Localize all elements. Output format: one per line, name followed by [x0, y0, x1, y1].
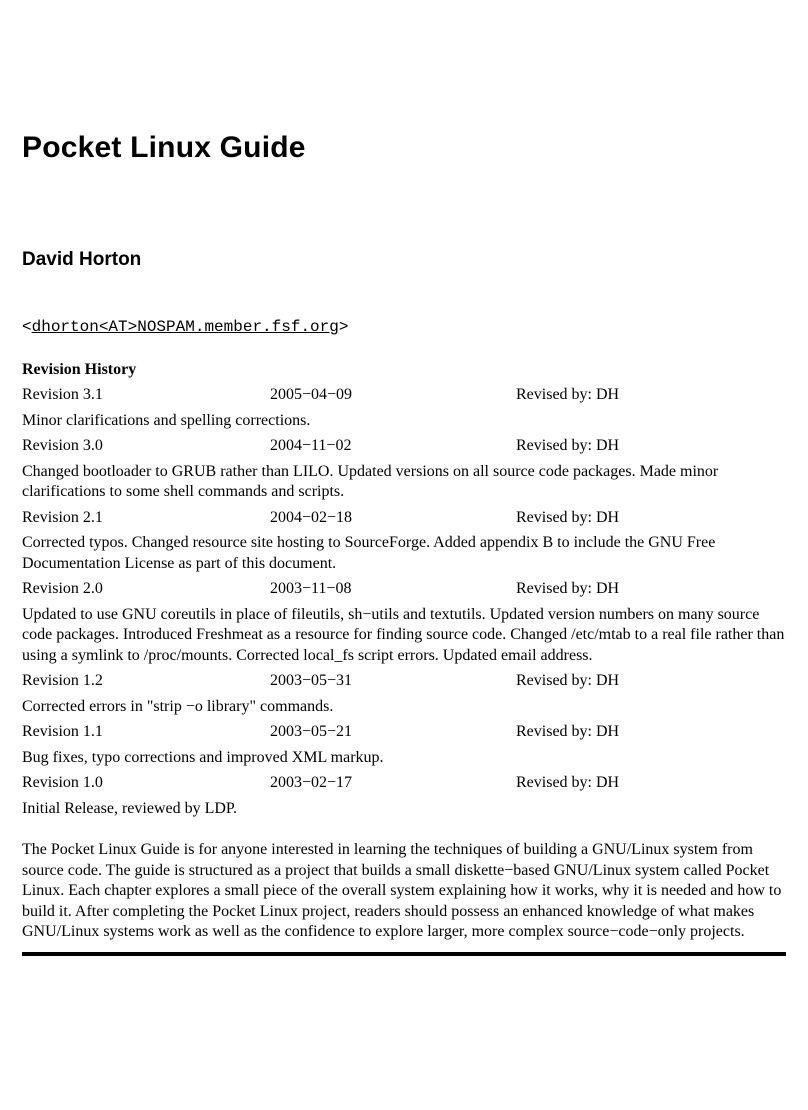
revision-label: Revision 1.2: [22, 672, 103, 689]
page-title: Pocket Linux Guide: [22, 131, 306, 164]
horizontal-rule: [22, 952, 786, 956]
revision-row: [22, 436, 788, 457]
revision-row: [22, 722, 788, 743]
revision-row: [22, 385, 788, 406]
revision-description: Updated to use GNU coreutils in place of fileutils, sh−utils and textutils. Updated version numbers on many source code packages. Introduced Freshmeat as a resource for finding source code. Changed /etc/mtab to a real file rather than using a symlink to /proc/mounts. Corrected local_fs script errors. Updated email address.: [22, 605, 785, 664]
revision-revised-by: Revised by: DH: [516, 386, 620, 403]
revision-row: [22, 579, 788, 600]
revision-date: 2004−02−18: [270, 508, 353, 526]
revision-description: Changed bootloader to GRUB rather than LILO. Updated versions on all source code packages. Made minor clarifications to some shell commands and scripts.: [22, 462, 719, 500]
revision-description: Initial Release, reviewed by LDP.: [22, 799, 238, 817]
revision-revised-by: Revised by: DH: [516, 580, 620, 597]
revision-date: 2003−05−31: [270, 672, 353, 689]
revision-revised-by: Revised by: DH: [516, 672, 620, 689]
email-bracket-close: >: [338, 318, 349, 336]
revision-description: Corrected typos. Changed resource site hosting to SourceForge. Added appendix B to include the GNU Free Documentation License as part of this document.: [22, 534, 716, 572]
author-email-line: [22, 317, 788, 337]
email-bracket-open: <: [22, 318, 32, 336]
revision-history-heading: Revision History: [22, 361, 137, 378]
revision-date: 2003−02−17: [270, 774, 353, 791]
revision-description: Minor clarifications and spelling corrections.: [22, 411, 311, 429]
revision-label: Revision 1.1: [22, 723, 103, 740]
revision-label: Revision 2.1: [22, 508, 103, 526]
revision-revised-by: Revised by: DH: [516, 437, 620, 454]
email-link[interactable]: dhorton<AT>NOSPAM.member.fsf.org: [31, 318, 339, 336]
abstract-paragraph: The Pocket Linux Guide is for anyone interested in learning the techniques of building a GNU/Linux system from source code. The guide is structured as a project that builds a small diskette−based GNU/Linux system called Pocket Linux. Each chapter explores a small piece of the overall system explaining how it works, why it is needed and how to build it. After completing the Pocket Linux project, readers should possess an enhanced knowledge of what makes GNU/Linux systems work as well as the confidence to explore larger, more complex source−code−only projects.: [22, 841, 782, 940]
revision-date: 2004−11−02: [270, 437, 352, 454]
revision-description: Corrected errors in "strip −o library" commands.: [22, 697, 334, 715]
revision-revised-by: Revised by: DH: [516, 508, 620, 526]
revision-label: Revision 3.0: [22, 437, 103, 454]
revision-date: 2003−05−21: [270, 723, 353, 740]
revision-label: Revision 1.0: [22, 774, 103, 791]
revision-row: [22, 508, 788, 529]
revision-description: Bug fixes, typo corrections and improved XML markup.: [22, 748, 384, 766]
revision-date: 2003−11−08: [270, 580, 352, 597]
revision-label: Revision 2.0: [22, 580, 103, 597]
revision-revised-by: Revised by: DH: [516, 774, 620, 791]
revision-label: Revision 3.1: [22, 386, 103, 403]
revision-revised-by: Revised by: DH: [516, 723, 620, 740]
author-name: David Horton: [22, 249, 142, 270]
revision-date: 2005−04−09: [270, 386, 353, 403]
revision-row: [22, 671, 788, 692]
revision-row: [22, 773, 788, 794]
